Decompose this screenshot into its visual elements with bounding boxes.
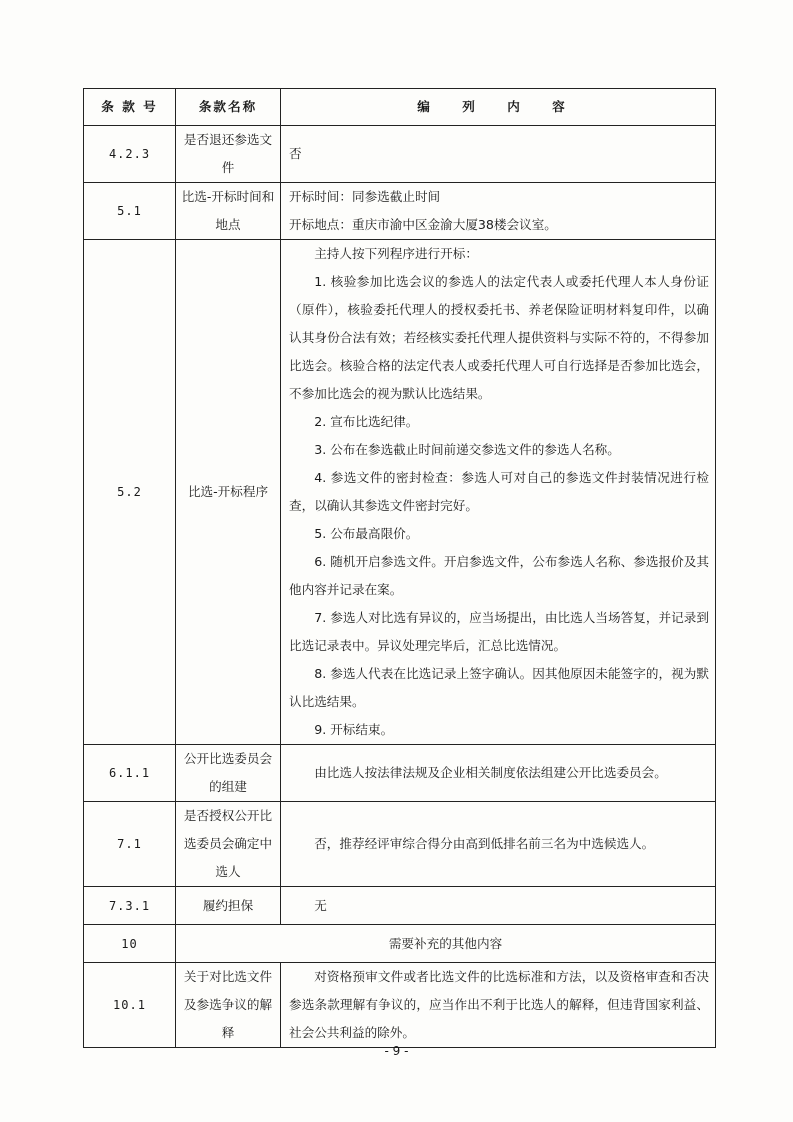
merged-section-title: 需要补充的其他内容: [176, 925, 716, 963]
clause-content: [281, 240, 716, 745]
page-number: - 9 -: [384, 1044, 409, 1058]
clause-table: [83, 88, 716, 1048]
clause-name: 比选-开标程序: [176, 240, 281, 745]
content-line: 否，推荐经评审综合得分由高到低排名前三名为中选候选人。: [314, 836, 655, 851]
clause-no: 7.1: [84, 802, 176, 887]
clause-content: [281, 963, 716, 1048]
clause-name: 是否退还参选文件: [176, 126, 281, 183]
table-row: [84, 745, 716, 802]
clause-name: 是否授权公开比选委员会确定中选人: [176, 802, 281, 887]
clause-content: [281, 802, 716, 887]
procedure-step: 6. 随机开启参选文件。开启参选文件，公布参选人名称、参选报价及其他内容并记录在案。: [289, 554, 709, 597]
procedure-step: 5. 公布最高限价。: [314, 526, 419, 541]
clause-content: [281, 183, 716, 240]
clause-no: 5.1: [84, 183, 176, 240]
header-content: 编 列 内 容: [281, 89, 716, 126]
table-row: [84, 126, 716, 183]
clause-content: [281, 745, 716, 802]
content-line: 否: [289, 146, 302, 161]
header-clause-no: 条 款 号: [84, 89, 176, 126]
header-clause-name: 条款名称: [176, 89, 281, 126]
procedure-step: 8. 参选人代表在比选记录上签字确认。因其他原因未能签字的，视为默认比选结果。: [289, 666, 709, 709]
procedure-step: 1. 核验参加比选会议的参选人的法定代表人或委托代理人本人身份证（原件），核验委托代理人的授权委托书、养老保险证明材料复印件，以确认其身份合法有效；若经核实委托代理人提供资料与实际不符的，不得参加比选会。核验合格的法定代表人或委托代理人可自行选择是否参加比选会，不参加比选会的视为默认比选结果。: [289, 274, 709, 401]
table-row: [84, 183, 716, 240]
content-line: 开标地点：重庆市渝中区金渝大厦38楼会议室。: [289, 217, 557, 232]
procedure-step: 7. 参选人对比选有异议的，应当场提出，由比选人当场答复，并记录到比选记录表中。异议处理完毕后，汇总比选情况。: [289, 610, 709, 653]
procedure-intro: 主持人按下列程序进行开标：: [314, 246, 478, 261]
procedure-step: 2. 宣布比选纪律。: [314, 414, 419, 429]
clause-no: 10.1: [84, 963, 176, 1048]
procedure-step: 9. 开标结束。: [314, 722, 394, 737]
clause-name: 关于对比选文件及参选争议的解释: [176, 963, 281, 1048]
clause-no: 5.2: [84, 240, 176, 745]
table-row: [84, 240, 716, 745]
table-row: [84, 925, 716, 963]
clause-no: 10: [84, 925, 176, 963]
content-line: 对资格预审文件或者比选文件的比选标准和方法，以及资格审查和否决参选条款理解有争议的，应当作出不利于比选人的解释，但违背国家利益、社会公共利益的除外。: [289, 969, 709, 1040]
clause-content: [281, 887, 716, 925]
clause-content: [281, 126, 716, 183]
table-row: [84, 802, 716, 887]
clause-table-container: [83, 88, 715, 1048]
content-line: 由比选人按法律法规及企业相关制度依法组建公开比选委员会。: [314, 765, 667, 780]
table-row: [84, 963, 716, 1048]
clause-no: 7.3.1: [84, 887, 176, 925]
clause-no: 6.1.1: [84, 745, 176, 802]
clause-name: 履约担保: [176, 887, 281, 925]
clause-name: 比选-开标时间和地点: [176, 183, 281, 240]
table-header-row: [84, 89, 716, 126]
clause-no: 4.2.3: [84, 126, 176, 183]
clause-name: 公开比选委员会的组建: [176, 745, 281, 802]
content-line: 开标时间：同参选截止时间: [289, 189, 441, 204]
procedure-step: 4. 参选文件的密封检查：参选人可对自己的参选文件封装情况进行检查，以确认其参选文件密封完好。: [289, 470, 709, 513]
content-line: 无: [314, 897, 327, 913]
table-row: [84, 887, 716, 925]
procedure-step: 3. 公布在参选截止时间前递交参选文件的参选人名称。: [314, 442, 620, 457]
